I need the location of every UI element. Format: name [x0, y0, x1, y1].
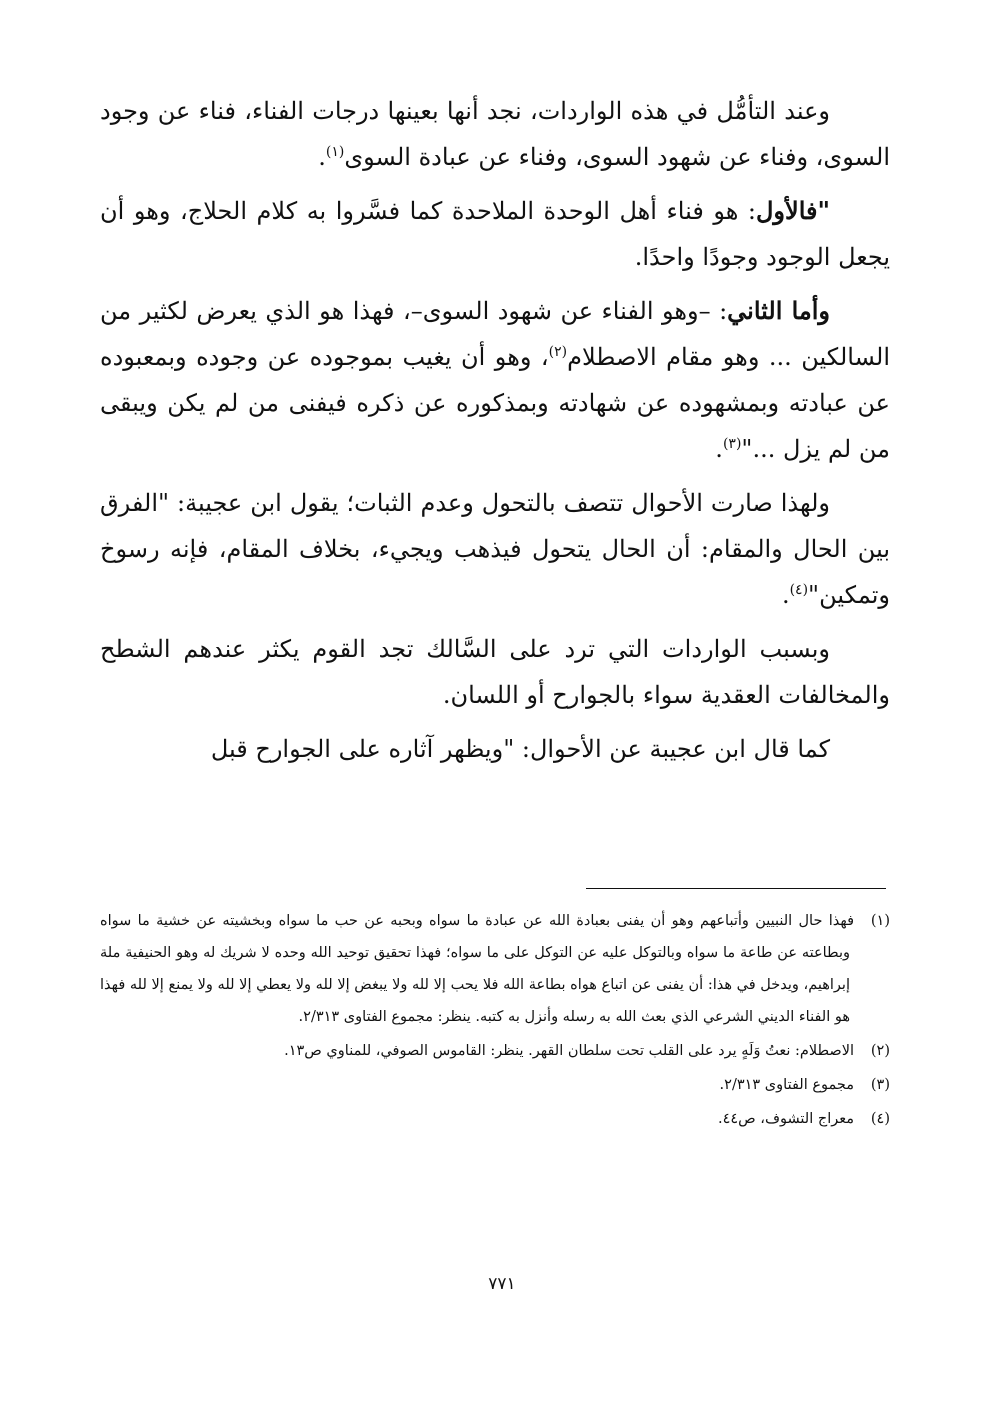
footnote-ref-4[interactable]: (٤)	[789, 582, 809, 598]
paragraph-5	[100, 626, 890, 718]
footnote-number: (١)	[870, 913, 890, 929]
footnote-2	[100, 1035, 890, 1067]
footnote-ref-2[interactable]: (٢)	[548, 344, 568, 360]
paragraph-tail-2: .	[715, 435, 723, 463]
footnote-text: مجموع الفتاوى ٢/٣١٣.	[719, 1077, 854, 1093]
paragraph-lead: "فالأول	[755, 196, 830, 225]
page-body	[100, 88, 890, 780]
paragraph-2	[100, 188, 890, 280]
paragraph-text: وبسبب الواردات التي ترد على السَّالك تجد القوم يكثر عندهم الشطح والمخالفات العقدية سواء بالجوارح أو اللسان.	[100, 635, 890, 709]
paragraph-text: كما قال ابن عجيبة عن الأحوال: "ويظهر آثاره على الجوارح قبل	[210, 735, 830, 763]
paragraph-tail: .	[318, 143, 326, 171]
footnotes	[100, 905, 890, 1137]
footnote-text: معراج التشوف، ص٤٤.	[717, 1111, 854, 1127]
footnote-text: الاصطلام: نعتُ وَلَهٍ يرد على القلب تحت سلطان القهر. ينظر: القاموس الصوفي، للمناوي ص١٣.	[284, 1043, 854, 1059]
paragraph-text: : هو فناء أهل الوحدة الملاحدة كما فسَّروا به كلام الحلاج، وهو أن يجعل الوجود وجودًا واحدًا.	[100, 197, 890, 271]
footnote-text: فهذا حال النبيين وأتباعهم وهو أن يفنى بعبادة الله عن عبادة ما سواه وبحبه عن حب ما سواه وبخشيته عن خشية ما سواه وبطاعته عن طاعة ما سواه وبالتوكل عليه عن التوكل على ما سواه؛ فهذا تحقيق توحيد الله وحده لا شريك له وهو الحنيفية ملة إبراهيم، ويدخل في هذا: أن يفنى عن اتباع هواه بطاعة الله فلا يحب إلا لله ولا يبغض إلا لله ولا يعطي إلا لله ولا يمنع إلا لله فهذا هو الفناء الديني الشرعي الذي بعث الله به رسله وأنزل به كتبه. ينظر: مجموع الفتاوى ٢/٣١٣.	[100, 913, 854, 1025]
paragraph-lead: وأما الثاني	[727, 296, 830, 325]
paragraph-text: وعند التأمُّل في هذه الواردات، نجد أنها بعينها درجات الفناء، فناء عن وجود السوى، وفناء عن شهود السوى، وفناء عن عبادة السوى	[100, 97, 890, 171]
footnote-separator	[586, 888, 886, 889]
paragraph-tail: .	[781, 581, 790, 609]
footnote-number: (٣)	[870, 1077, 890, 1093]
paragraph-6	[100, 726, 890, 772]
footnote-1	[100, 905, 890, 1033]
footnote-ref-1[interactable]: (١)	[325, 144, 345, 160]
paragraph-text: ولهذا صارت الأحوال تتصف بالتحول وعدم الثبات؛ يقول ابن عجيبة: "الفرق بين الحال والمقام: أن الحال يتحول فيذهب ويجيء، بخلاف المقام، فإنه رسوخ وتمكين"	[100, 489, 890, 609]
paragraph-4	[100, 480, 890, 618]
paragraph-tail: ، وهو أن يغيب بموجوده عن وجوده وبمعبوده عن عبادته وبمشهوده عن شهادته وبمذكوره عن ذكره فيفنى من لم يكن ويبقى من لم يزل ..."	[100, 343, 890, 463]
page-number: ٧٧١	[488, 1274, 516, 1294]
main-text	[100, 88, 890, 772]
paragraph-text: : –وهو الفناء عن شهود السوى–، فهذا هو الذي يعرض لكثير من السالكين ... وهو مقام الاصطلام	[100, 297, 890, 371]
footnote-3	[100, 1069, 890, 1101]
footnote-number: (٤)	[870, 1111, 890, 1127]
paragraph-3	[100, 288, 890, 472]
footnote-number: (٢)	[870, 1043, 890, 1059]
paragraph-1	[100, 88, 890, 180]
footnote-ref-3[interactable]: (٣)	[722, 436, 742, 452]
footnote-4	[100, 1103, 890, 1135]
